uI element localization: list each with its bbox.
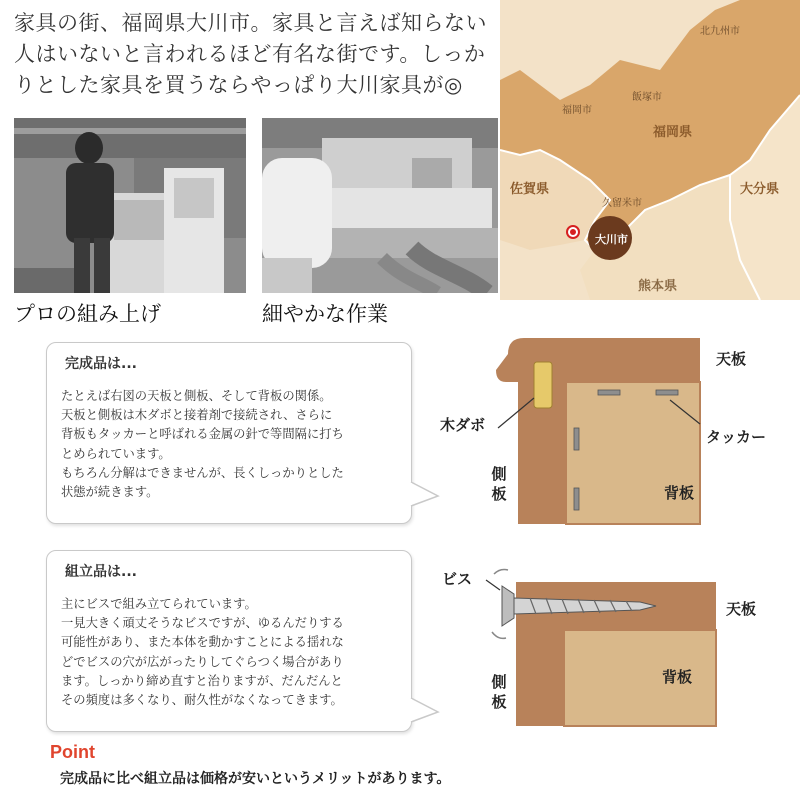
finished-line: もちろん分解はできませんが、長くしっかりとした — [61, 465, 344, 480]
map-label-iizuka: 飯塚市 — [632, 92, 662, 103]
back-board-shape — [564, 630, 716, 726]
dowel-shape — [534, 362, 552, 408]
map-label-saga: 佐賀県 — [510, 182, 550, 197]
finished-line: 状態が続きます。 — [61, 485, 159, 500]
assembled-product-bubble — [46, 550, 412, 732]
workshop-photo-detail — [262, 118, 498, 293]
bubble-tail — [410, 480, 440, 510]
finished-description — [61, 387, 399, 502]
map-label-kitakyushu: 北九州市 — [700, 26, 740, 37]
photo-caption-assembly: プロの組み上げ — [14, 302, 161, 326]
finished-line: たとえば右図の天板と側板、そして背板の関係。 — [61, 389, 332, 403]
assembled-line: 可能性があり、また本体を動かすことによる揺れな — [61, 635, 344, 650]
workshop-photo-assembly — [14, 118, 246, 293]
assembled-line: 主にビスで組み立てられています。 — [61, 597, 257, 611]
finished-title: 完成品は... — [65, 356, 137, 372]
finished-line: とめられています。 — [61, 446, 171, 461]
assembled-title: 組立品は... — [65, 564, 137, 580]
map-label-fukuoka-city: 福岡市 — [562, 105, 592, 116]
label-side-board: 側板 — [491, 465, 507, 503]
point-title: Point — [50, 742, 95, 762]
finished-product-diagram — [440, 330, 790, 530]
bubble-tail — [410, 696, 440, 726]
map-label-fukuoka-pref: 福岡県 — [653, 125, 693, 140]
assembled-line: その頻度は多くなり、耐久性がなくなってきます。 — [61, 693, 343, 708]
intro-line: りとした家具を買うならやっぱり大川家具が◎ — [14, 73, 463, 97]
label-back-board: 背板 — [664, 484, 695, 502]
label-side-board: 側板 — [491, 673, 507, 711]
label-back-board: 背板 — [662, 668, 693, 686]
assembled-line: ます。しっかり締め直すと治りますが、だんだんと — [61, 673, 343, 688]
label-tacker: タッカー — [706, 428, 767, 446]
finished-product-bubble — [46, 342, 412, 524]
map-label-kurume: 久留米市 — [602, 198, 642, 209]
intro-line: 人はいないと言われるほど有名な街です。しっか — [14, 42, 486, 66]
finished-line: 背板もタッカーと呼ばれる金属の針で等間隔に打ち — [61, 427, 344, 442]
side-board-shape — [516, 630, 564, 726]
finished-line: 天板と側板は木ダボと接着剤で接続され、さらに — [61, 408, 333, 423]
intro-line: 家具の街、福岡県大川市。家具と言えば知らない — [14, 11, 487, 35]
assembled-description — [61, 595, 399, 710]
intro-text — [14, 8, 504, 101]
assembled-line: どでビスの穴が広がったりしてぐらつく場合があり — [61, 654, 344, 669]
assembled-product-diagram — [442, 560, 790, 730]
label-screw: ビス — [442, 570, 473, 588]
photo-caption-detail: 細やかな作業 — [262, 302, 388, 326]
map-label-oita: 大分県 — [740, 182, 780, 197]
assembled-line: 一見大きく頑丈そうなビスですが、ゆるんだりする — [61, 616, 344, 631]
map-label-okawa: 大川市 — [595, 233, 628, 246]
okawa-location-map — [500, 0, 800, 300]
point-text: 完成品に比べ組立品は価格が安いというメリットがあります。 — [60, 771, 451, 787]
top-board-shape — [496, 338, 700, 382]
label-top-board: 天板 — [726, 600, 757, 618]
label-top-board: 天板 — [716, 350, 747, 368]
map-label-kumamoto: 熊本県 — [638, 279, 678, 294]
label-dowel: 木ダボ — [440, 416, 486, 434]
